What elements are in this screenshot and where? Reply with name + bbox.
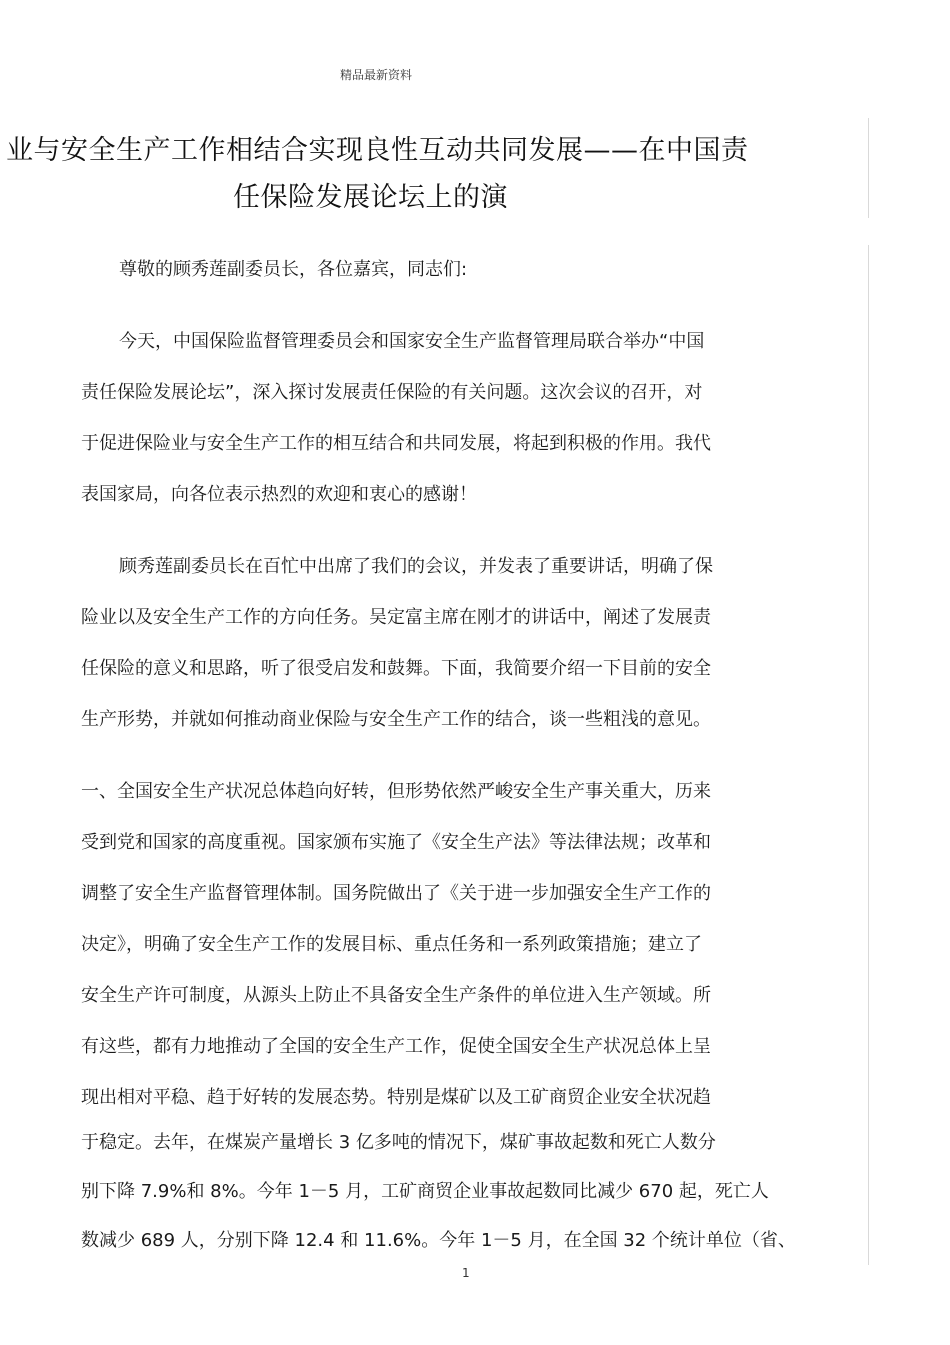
page-edge-line — [868, 118, 869, 218]
body-line: 现出相对平稳、趋于好转的发展态势。特别是煤矿以及工矿商贸企业安全状况趋 — [81, 1087, 711, 1108]
body-line: 表国家局，向各位表示热烈的欢迎和衷心的感谢！ — [81, 484, 477, 505]
page-number: 1 — [462, 1266, 470, 1280]
title-line-2: 任保险发展论坛上的演 — [233, 182, 508, 213]
body-line: 任保险的意义和思路，听了很受启发和鼓舞。下面，我简要介绍一下目前的安全 — [81, 658, 711, 679]
body-line: 生产形势，并就如何推动商业保险与安全生产工作的结合，谈一些粗浅的意见。 — [81, 709, 711, 730]
page-edge-line — [868, 245, 869, 1265]
body-line: 有这些，都有力地推动了全国的安全生产工作，促使全国安全生产状况总体上呈 — [81, 1036, 711, 1057]
body-line: 险业以及安全生产工作的方向任务。吴定富主席在刚才的讲话中，阐述了发展责 — [81, 607, 711, 628]
section-heading-line: 一、全国安全生产状况总体趋向好转，但形势依然严峻安全生产事关重大，历来 — [81, 781, 711, 802]
body-line: 于稳定。去年，在煤炭产量增长 3 亿多吨的情况下，煤矿事故起数和死亡人数分 — [81, 1132, 716, 1153]
body-line: 责任保险发展论坛”，深入探讨发展责任保险的有关问题。这次会议的召开，对 — [81, 382, 703, 403]
body-line: 于促进保险业与安全生产工作的相互结合和共同发展，将起到积极的作用。我代 — [81, 433, 711, 454]
body-line: 别下降 7.9%和 8%。今年 1－5 月，工矿商贸企业事故起数同比减少 670 起，死亡人 — [81, 1181, 769, 1202]
body-line: 受到党和国家的高度重视。国家颁布实施了《安全生产法》等法律法规；改革和 — [81, 832, 711, 853]
body-line: 调整了安全生产监督管理体制。国务院做出了《关于进一步加强安全生产工作的 — [81, 883, 711, 904]
body-line: 今天，中国保险监督管理委员会和国家安全生产监督管理局联合举办“中国 — [119, 331, 705, 352]
body-line: 安全生产许可制度，从源头上防止不具备安全生产条件的单位进入生产领域。所 — [81, 985, 711, 1006]
body-line: 顾秀莲副委员长在百忙中出席了我们的会议，并发表了重要讲话，明确了保 — [119, 556, 713, 577]
salutation: 尊敬的顾秀莲副委员长，各位嘉宾，同志们: — [119, 259, 468, 280]
body-line: 数减少 689 人，分别下降 12.4 和 11.6%。今年 1－5 月，在全国 32 个统计单位（省、 — [81, 1230, 796, 1251]
body-line: 决定》，明确了安全生产工作的发展目标、重点任务和一系列政策措施；建立了 — [81, 934, 702, 955]
header-note: 精品最新资料 — [340, 68, 413, 82]
title-line-1: 业与安全生产工作相结合实现良性互动共同发展——在中国责 — [6, 135, 749, 166]
